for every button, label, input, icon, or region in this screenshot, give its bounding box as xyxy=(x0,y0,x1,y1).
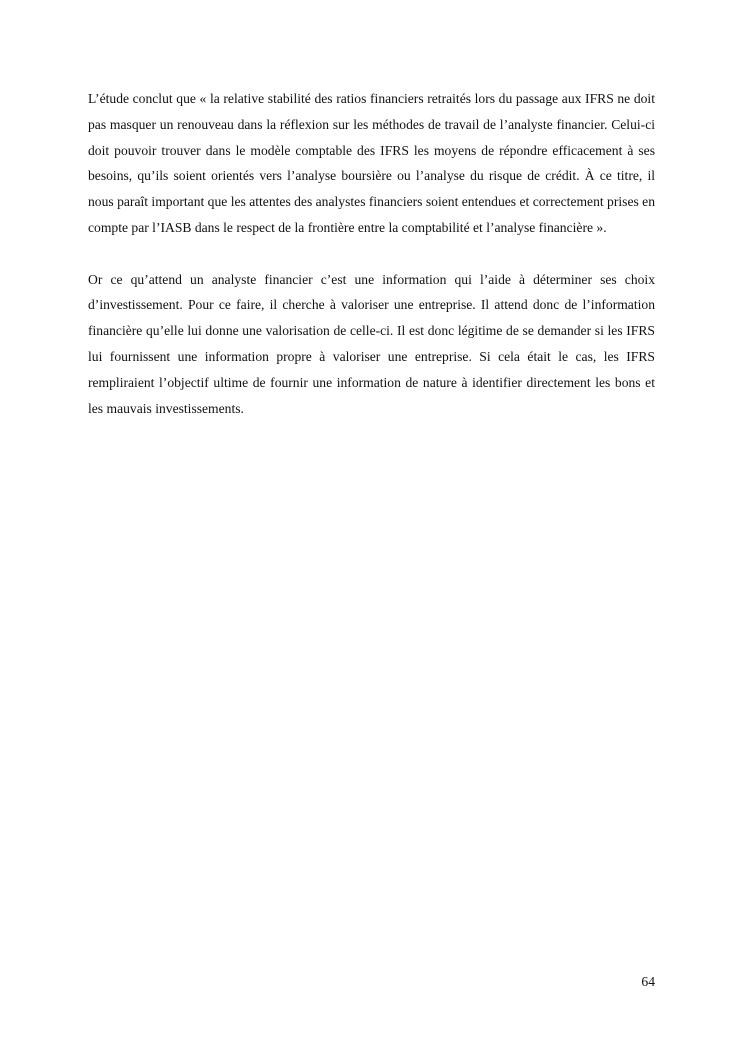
page-number: 64 xyxy=(641,974,655,989)
body-text xyxy=(88,86,655,421)
paragraph-ifrs-study-conclusion: L’étude conclut que « la relative stabilité des ratios financiers retraités lors du passage aux IFRS ne doit pas masquer un renouveau dans la réflexion sur les méthodes de travail de l’analyste financier. Celui-ci doit pouvoir trouver dans le modèle comptable des IFRS les moyens de répondre efficacement à ses besoins, qu’ils soient orientés vers l’analyse boursière ou l’analyse du risque de crédit. À ce titre, il nous paraît important que les attentes des analystes financiers soient entendues et correctement prises en compte par l’IASB dans le respect de la frontière entre la comptabilité et l’analyse financière ». xyxy=(88,91,655,235)
paragraph-financial-analyst-expectations: Or ce qu’attend un analyste financier c’est une information qui l’aide à déterminer ses choix d’investissement. Pour ce faire, il cherche à valoriser une entreprise. Il attend donc de l’information financière qu’elle lui donne une valorisation de celle-ci. Il est donc légitime de se demander si les IFRS lui fournissent une information propre à valoriser une entreprise. Si cela était le cas, les IFRS rempliraient l’objectif ultime de fournir une information de nature à identifier directement les bons et les mauvais investissements. xyxy=(88,271,655,416)
